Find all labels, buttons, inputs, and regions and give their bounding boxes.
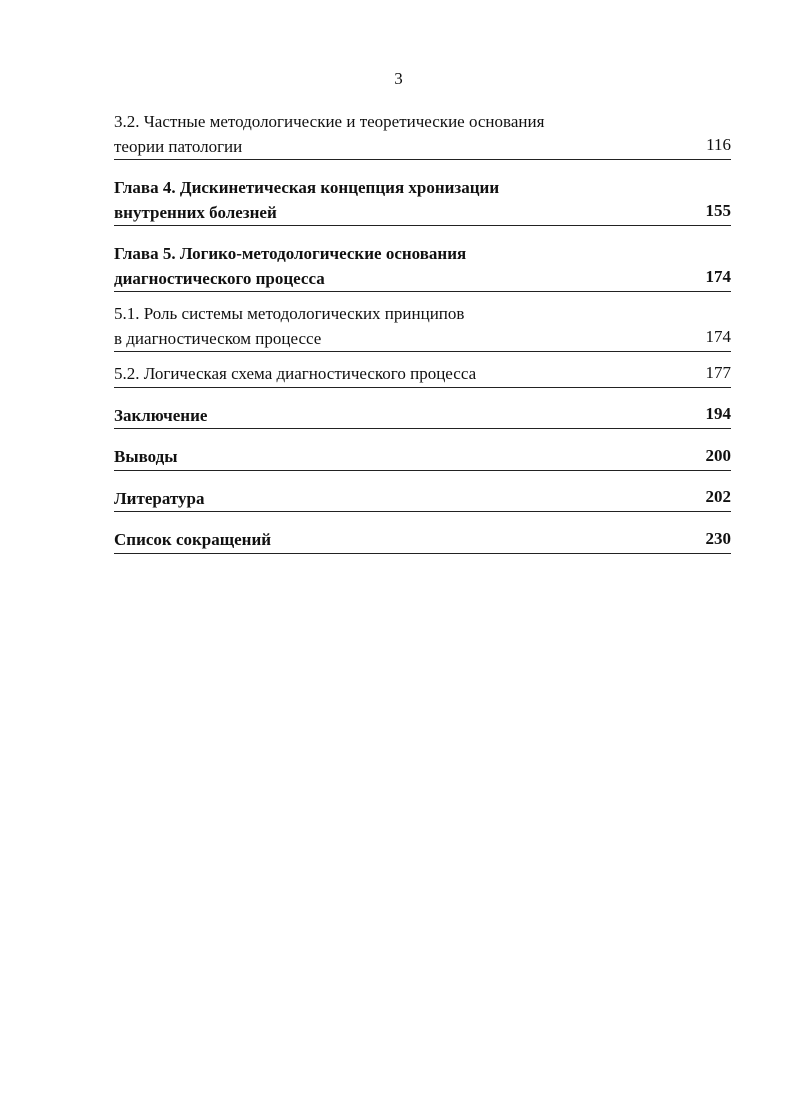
toc-entry-title-line: Глава 4. Дискинетическая концепция хронизации [114, 178, 500, 197]
toc-entry-title-line: Литература [114, 488, 205, 508]
toc-entry-3-2[interactable] [114, 110, 731, 160]
toc-entry-title-line: 5.1. Роль системы методологических принципов [114, 304, 465, 323]
toc-entry-page: 174 [705, 267, 731, 286]
toc-entry-abbreviations[interactable] [114, 528, 731, 554]
toc-entry-page: 194 [705, 404, 731, 423]
table-of-contents [114, 110, 731, 554]
toc-entry-page: 155 [705, 201, 731, 220]
toc-entry-page: 174 [705, 327, 731, 346]
toc-entry-page: 177 [705, 362, 731, 382]
toc-entry-chapter-4[interactable] [114, 176, 731, 226]
page-number: 3 [394, 69, 403, 88]
toc-entry-conclusion[interactable] [114, 404, 731, 430]
toc-entry-chapter-5[interactable] [114, 242, 731, 292]
toc-entry-5-2[interactable] [114, 362, 731, 388]
toc-entry-5-1[interactable] [114, 302, 731, 352]
toc-entry-page: 202 [705, 487, 731, 506]
toc-entry-title-line: теории патологии [114, 136, 243, 156]
toc-entry-title-line: диагностического процесса [114, 268, 325, 288]
toc-entry-literature[interactable] [114, 487, 731, 513]
toc-entry-title-line: Выводы [114, 447, 178, 466]
toc-entry-page: 230 [705, 528, 731, 548]
toc-entry-findings[interactable] [114, 445, 731, 471]
toc-entry-page: 116 [706, 135, 731, 154]
toc-entry-title-line: 5.2. Логическая схема диагностического процесса [114, 364, 477, 383]
toc-entry-title-line: Список сокращений [114, 530, 272, 549]
toc-entry-page: 200 [705, 445, 731, 465]
toc-entry-title-line: Глава 5. Логико-методологические основания [114, 244, 467, 263]
toc-entry-title-line: 3.2. Частные методологические и теоретические основания [114, 112, 545, 131]
toc-entry-title-line: Заключение [114, 405, 208, 425]
toc-entry-title-line: в диагностическом процессе [114, 328, 322, 348]
toc-entry-title-line: внутренних болезней [114, 202, 277, 222]
